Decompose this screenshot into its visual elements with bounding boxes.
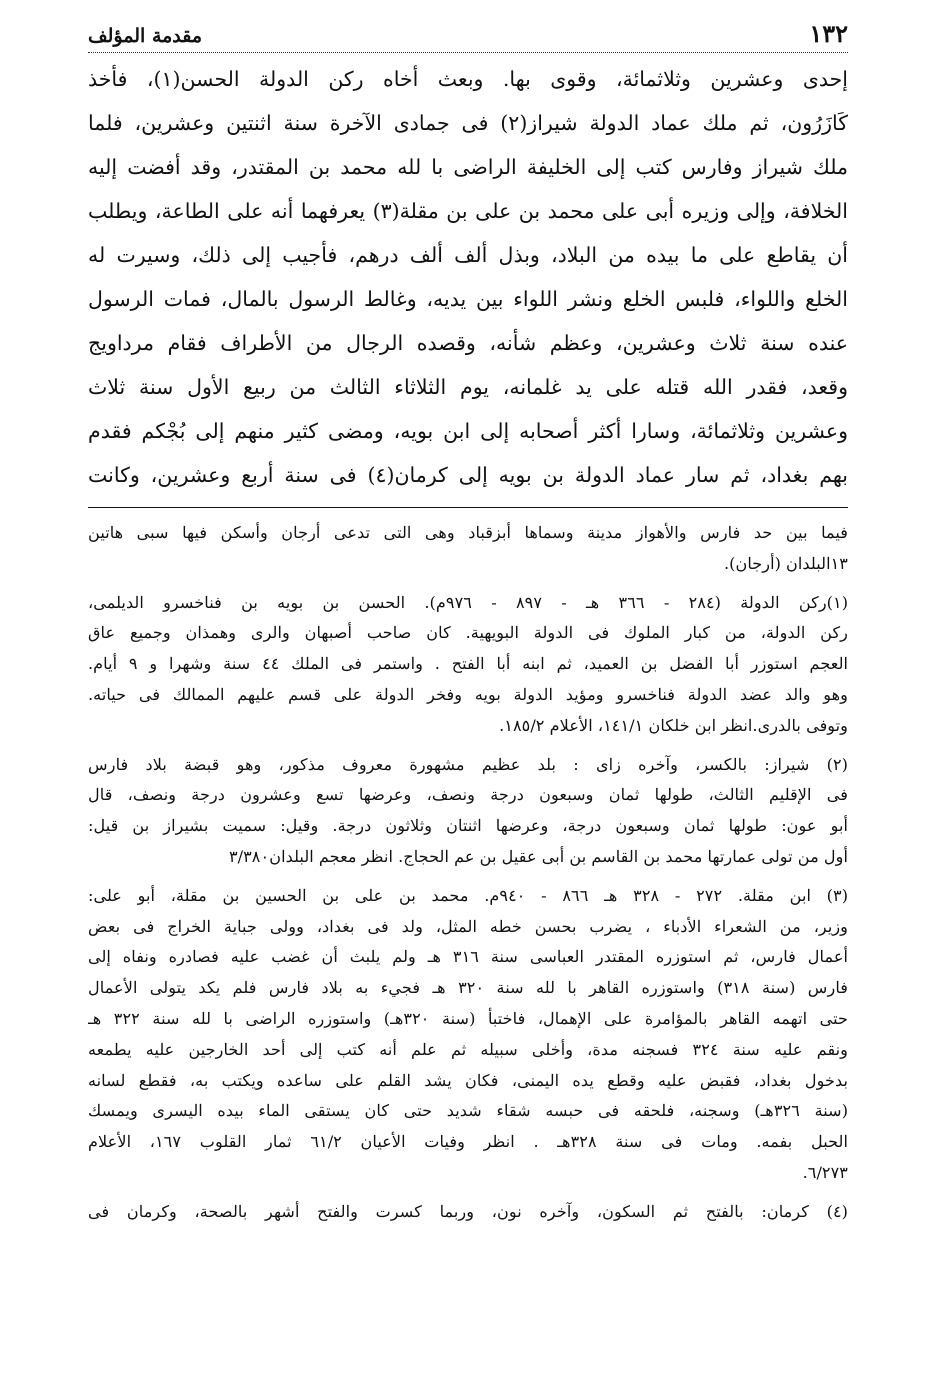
footnote-line: فيما بين حد فارس والأهواز مدينة وسماها أبزقباد وهى التى تدعى أرجان وأسكن فيها سبى هاتين	[88, 523, 848, 542]
footnote-line: (١)ركن الدولة (٢٨٤ - ٣٦٦ هـ - ٨٩٧ - ٩٧٦م). الحسن بن بويه بن فناخسرو الديلمى،	[88, 592, 848, 612]
footnote-line: (٣) ابن مقلة. ٢٧٢ - ٣٢٨ هـ ٨٦٦ - ٩٤٠م. محمد بن على بن الحسين بن مقلة، أبو على:	[88, 885, 848, 905]
main-text-line: الخلع واللواء، فلبس الخلع ونشر اللواء بين يديه، وغالط الرسول بالمال، فمات الرسول	[88, 287, 848, 311]
main-text	[88, 57, 848, 497]
footnote-line: (٤) كرمان: بالفتح ثم السكون، وآخره نون، وربما كسرت والفتح أشهر بالصحة، وكرمان فى	[88, 1201, 848, 1221]
footnote	[88, 588, 848, 742]
running-title: مقدمة المؤلف	[88, 25, 203, 47]
footnote-line: ٦/٢٧٣.	[802, 1162, 848, 1182]
footnote-line: وزير، من الشعراء الأدباء ، يضرب بحسن خطه المثل، ولد فى بغداد، وولى جباية الخراج فى بعض	[88, 916, 848, 936]
main-text-line: الخلافة، وإلى وزيره أبى على محمد بن على بن مقلة(٣) يعرفهما أنه على الطاعة، ويطلب	[88, 199, 848, 223]
main-text-line: ملك شيراز وفارس كتب إلى الخليفة الراضى با لله محمد بن المقتدر، وقد أفضت إليه	[88, 155, 848, 179]
footnote-line: وهو والد عضد الدولة فناخسرو ومؤيد الدولة بويه وفخر الدولة على قسم عليهم الممالك فى حياته.	[88, 684, 848, 704]
footnote-separator	[88, 507, 848, 508]
footnote-line: (سنة ٣٢٦هـ) وسجنه، فلحقه فى حبسه شقاء شديد حتى كان يستقى الماء بيده اليسرى ويمسك	[88, 1101, 848, 1121]
footnote-line: أول من تولى عمارتها محمد بن القاسم بن أبى عقيل بن عم الحجاج. انظر معجم البلدان٣/٣٨٠	[228, 846, 848, 866]
footnote-line: وتوفى بالدرى.انظر ابن خلكان ١٤١/١، الأعلام ١٨٥/٢.	[499, 715, 848, 735]
page-header	[88, 18, 848, 53]
main-text-line: عنده سنة ثلاث وعشرين، وعظم شأنه، وقصده الرجال من الأطراف فقام مرداويج	[88, 331, 848, 355]
footnote-line: ونقم عليه سنة ٣٢٤ فسجنه مدة، وأخلى سبيله ثم علم أنه كتب إلى أحد الخارجين عليه يطمعه	[88, 1039, 848, 1059]
main-text-line: بهم بغداد، ثم سار عماد الدولة بن بويه إلى كرمان(٤) فى سنة أربع وعشرين، وكانت	[88, 463, 848, 487]
page-number: ١٣٢	[809, 19, 848, 48]
footnote	[88, 518, 848, 580]
footnote-line: فى الإقليم الثالث، طولها ثمان وسبعون درجة ونصف، وعرضها تسع وعشرون درجة ونصف، قال	[88, 785, 848, 805]
footnote-line: أعمال فارس، ثم استوزره المقتدر العباسى سنة ٣١٦ هـ ولم يلبث أن غضب عليه فصادره ونفاه إلى	[88, 947, 848, 967]
footnotes	[88, 518, 848, 1228]
footnote-line: (٢) شيراز: بالكسر، وآخره زاى : بلد عظيم مشهورة معروف مذكور، وهو قبضة بلاد فارس	[88, 754, 848, 774]
main-text-line: وقعد، فقدر الله قتله على يد غلمانه، يوم الثلاثاء الثالث من ربيع الأول سنة ثلاث	[88, 375, 848, 399]
main-text-line: كَازَرُون، ثم ملك عماد الدولة شيراز(٢) فى جمادى الآخرة سنة اثنتين وعشرين، فلما	[88, 111, 848, 135]
main-text-line: وعشرين وثلاثمائة، وسارا أكثر أصحابه إلى ابن بويه، ومضى كثير منهم إلى بُجْكم فقدم	[88, 419, 848, 443]
footnote-line: العجم استوزر أبا الفضل بن العميد، ثم ابنه أبا الفتح . واستمر فى الملك ٤٤ سنة وشهرا و ٩ أيام.	[88, 654, 848, 674]
footnote-line: فارس (سنة ٣١٨) واستوزره القاهر با لله سنة ٣٢٠ هـ فجيء به بلاد فارس فلم يكد يتولى الأعمال	[88, 978, 848, 998]
footnote-line: حتى اتهمه القاهر بالمؤامرة على الإهمال، فاختبأ (سنة ٣٢٠هـ) واستوزره الراضى با لله سنة ٣٢٢ هـ	[88, 1008, 848, 1028]
footnote-line: بدخول بغداد، فقبض عليه وقطع يده اليمنى، فكان يشد القلم على ساعده ويكتب به، فقطع لسانه	[88, 1070, 848, 1090]
footnote	[88, 1197, 848, 1228]
footnote-line: الحبل بفمه. ومات فى سنة ٣٢٨هـ . انظر وفيات الأعيان ٦١/٢ ثمار القلوب ١٦٧، الأعلام	[88, 1132, 848, 1152]
main-text-line: أن يقاطع على ما بيده من البلاد، وبذل ألف ألف درهم، فأجيب إلى ذلك، وسيرت له	[88, 243, 848, 267]
footnote	[88, 881, 848, 1189]
main-text-line: إحدى وعشرين وثلاثمائة، وقوى بها. وبعث أخاه ركن الدولة الحسن(١)، فأخذ	[88, 67, 848, 91]
footnote-line: ١٣البلدان (أرجان).	[723, 553, 848, 573]
footnote-line: أبو عون: طولها ثمان وسبعون درجة، وعرضها اثنتان وثلاثون درجة. وقيل: سميت بشيراز بن قيل:	[88, 816, 848, 836]
footnote	[88, 750, 848, 873]
book-page	[88, 18, 848, 1236]
footnote-line: ركن الدولة، من كبار الملوك فى الدولة البويهية. كان صاحب أصبهان والرى وهمذان وجميع عاق	[88, 623, 848, 643]
